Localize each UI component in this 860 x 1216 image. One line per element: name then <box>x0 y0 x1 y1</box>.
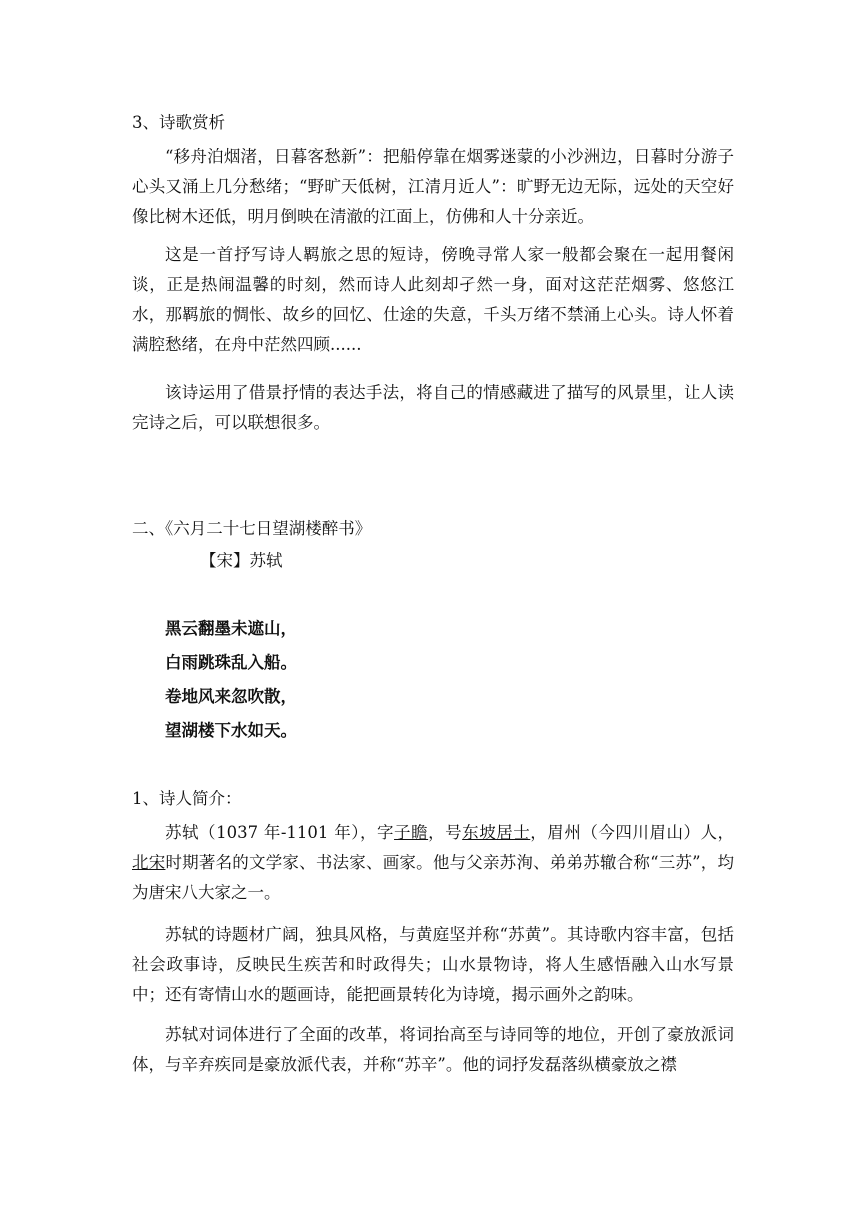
paragraph: 苏轼对词体进行了全面的改革，将词抬高至与诗同等的地位，开创了豪放派词体，与辛弃疾同是豪放派代表，并称“苏辛”。他的词抒发磊落纵横豪放之襟 <box>132 1025 734 1074</box>
poem-author: 【宋】苏轼 <box>200 551 283 570</box>
paragraph: 该诗运用了借景抒情的表达手法，将自己的情感藏进了描写的风景里，让人读完诗之后，可以联想很多。 <box>132 383 734 432</box>
paragraph: 苏轼的诗题材广阔，独具风格，与黄庭坚并称“苏黄”。其诗歌内容丰富，包括社会政事诗，反映民生疾苦和时政得失；山水景物诗，将人生感悟融入山水写景中；还有寄情山水的题画诗，能把画景转化为诗境，揭示画外之韵味。 <box>132 925 734 1004</box>
link-dongpo-jushi[interactable]: 东坡居士 <box>462 823 531 842</box>
poem-line: 黑云翻墨未遮山， <box>165 619 297 638</box>
link-beisong[interactable]: 北宋 <box>132 853 166 872</box>
text-span: ，眉州（今四川眉山）人， <box>530 823 735 842</box>
poem-line: 白雨跳珠乱入船。 <box>165 653 297 672</box>
text-span: 时期著名的文学家、书法家、画家。他与父亲苏洵、弟弟苏辙合称“三苏”，均为唐宋八大家之一。 <box>132 853 735 902</box>
poem-title: 二、《六月二十七日望湖楼醉书》 <box>132 519 372 538</box>
text-span: ，号 <box>428 823 463 842</box>
paragraph-biography <box>132 818 734 908</box>
link-zizhan[interactable]: 子瞻 <box>394 823 429 842</box>
paragraph: 这是一首抒写诗人羁旅之思的短诗，傍晚寻常人家一般都会聚在一起用餐闲谈，正是热闹温馨的时刻，然而诗人此刻却孑然一身，面对这茫茫烟雾、悠悠江水，那羁旅的惆怅、故乡的回忆、仕途的失意，千头万绪不禁涌上心头。诗人怀着满腔愁绪，在舟中茫然四顾...... <box>132 245 734 354</box>
text-span: 苏轼（1037 年-1101 年），字 <box>165 823 395 842</box>
poem-line: 望湖楼下水如天。 <box>165 721 297 740</box>
paragraph: “移舟泊烟渚，日暮客愁新”：把船停靠在烟雾迷蒙的小沙洲边，日暮时分游子心头又涌上几分愁绪；“野旷天低树，江清月近人”：旷野无边无际，远处的天空好像比树木还低，明月倒映在清澈的江面上，仿佛和人十分亲近。 <box>132 147 734 226</box>
section-heading-biography: 1、诗人简介： <box>132 789 242 808</box>
poem-line: 卷地风来忽吹散， <box>165 687 297 706</box>
section-heading-appreciation: 3、诗歌赏析 <box>132 113 225 132</box>
